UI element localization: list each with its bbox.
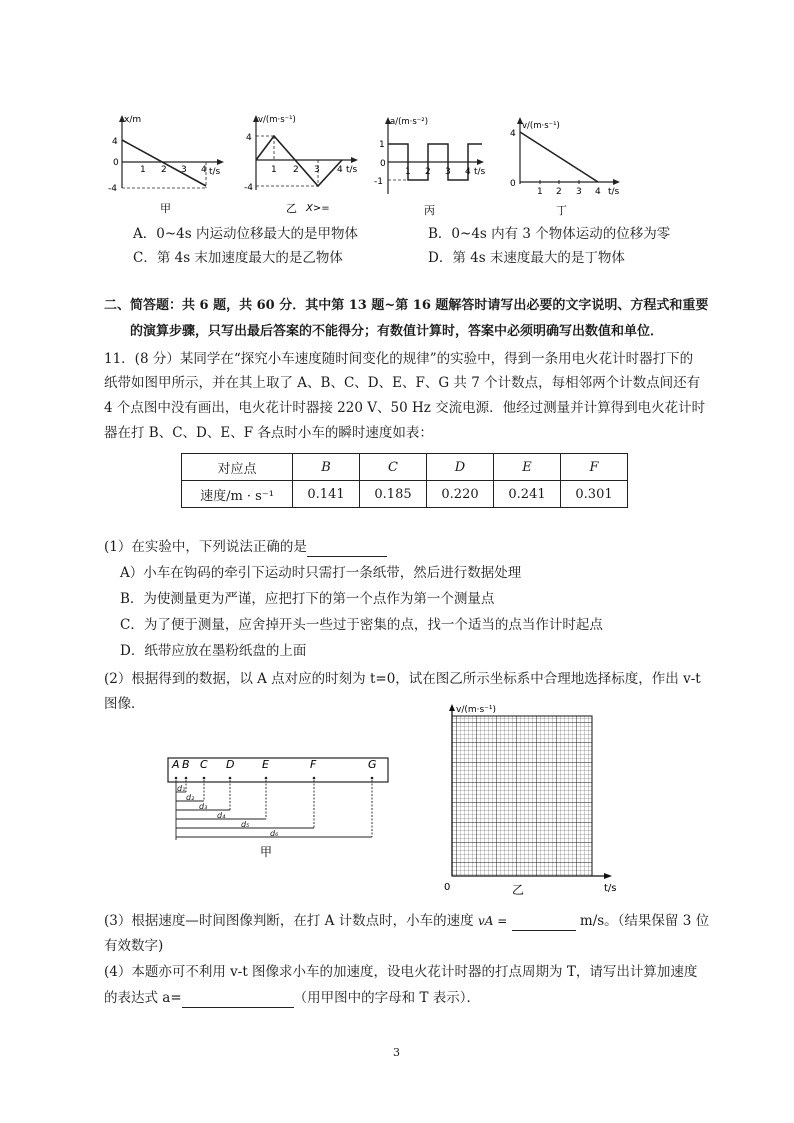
g4-tick-x-4: 4 — [595, 187, 601, 197]
g4-caption: 丁 — [556, 204, 567, 217]
q11-p3-post: m/s。（结果保留 3 位 — [579, 913, 710, 929]
g3-tick-x-3: 3 — [445, 167, 451, 177]
option-d[interactable]: D．第 4s 末速度最大的是丁物体 — [428, 250, 625, 266]
velocity-table — [181, 453, 628, 508]
table-cell: C — [360, 454, 427, 481]
section2-line2: 的演算步骤，只写出最后答案的不能得分；有数值计算时，答案中必须明确写出数值和单位． — [130, 324, 664, 339]
table-cell: F — [561, 454, 628, 481]
g3-ylabel: a/(m·s⁻²) — [390, 117, 429, 127]
tape-point-a: A — [172, 758, 180, 771]
g1-tick-x-3: 3 — [181, 165, 187, 175]
q11-p1-option-c[interactable]: C．为了便于测量，应舍掉开头一些过于密集的点，找一个适当的点当作计时起点 — [120, 617, 603, 633]
tape-dot — [175, 777, 178, 780]
q11-line1: 11．(8 分）某同学在“探究小车速度随时间变化的规律”的实验中，得到一条用电火花计时器打下的 — [104, 351, 694, 367]
table-cell: E — [494, 454, 561, 481]
tape-point-d: D — [226, 758, 235, 771]
tape-point-g: G — [368, 758, 377, 771]
q11-line2: 纸带如图甲所示，并在其上取了 A、B、C、D、E、F、G 共 7 个计数点，每相邻两个计数点间还有 — [104, 375, 701, 391]
g2-xlabel: t/s — [346, 165, 358, 175]
g3-caption: 丙 — [424, 204, 435, 217]
g2-tick-x-3: 3 — [314, 165, 320, 175]
dimension-label: d₅ — [241, 820, 250, 829]
graph-jia — [108, 110, 228, 220]
page-number: 3 — [393, 1046, 400, 1059]
paper-tape-figure — [162, 752, 394, 862]
q11-p1-option-b[interactable]: B．为使测量更为严谨，应把打下的第一个点作为第一个测量点 — [120, 591, 495, 607]
table-cell: 0.185 — [360, 481, 427, 508]
g4-ylabel: v/(m·s⁻¹) — [522, 121, 560, 131]
grid-caption: 乙 — [512, 883, 525, 897]
g3-tick-y-bottom: -1 — [374, 177, 383, 187]
table-cell: 0.220 — [427, 481, 494, 508]
option-a[interactable]: A．0~4s 内运动位移最大的是甲物体 — [133, 226, 358, 242]
g4-tick-x-3: 3 — [576, 187, 582, 197]
q11-p4-post: （用甲图中的字母和 T 表示）． — [293, 990, 480, 1006]
table-cell: 对应点 — [182, 454, 293, 481]
g3-origin: 0 — [380, 159, 386, 169]
q11-p4-answer-blank[interactable] — [182, 991, 294, 1008]
section2-line1: 二、简答题：共 6 题，共 60 分．其中第 13 题~第 16 题解答时请写出必要的文字说明、方程式和重要 — [104, 298, 709, 313]
q11-p1-stem — [104, 537, 387, 557]
q11-p4-line2 — [104, 988, 480, 1008]
g4-xlabel: t/s — [608, 187, 620, 197]
dimension-label: d₃ — [199, 802, 208, 811]
g4-origin: 0 — [510, 179, 516, 189]
g2-tick-y-top: 4 — [246, 133, 252, 143]
g2-tick-y-bottom: -4 — [244, 183, 253, 193]
tape-caption: 甲 — [260, 845, 273, 859]
table-header-row — [182, 454, 628, 481]
vt-grid-figure[interactable] — [436, 702, 626, 898]
tape-dot — [203, 777, 206, 780]
g1-tick-x-1: 1 — [140, 165, 146, 175]
q11-p1-option-d[interactable]: D．纸带应放在墨粉纸盘的上面 — [120, 643, 307, 659]
q11-p3-line2: 有效数字) — [104, 938, 164, 954]
g3-tick-x-4: 4 — [465, 167, 471, 177]
q11-line3: 4 个点图中没有画出，电火花计时器接 220 V、50 Hz 交流电源．他经过测量并计算得到电火花计时 — [104, 400, 706, 416]
dimension-label: d₂ — [186, 793, 195, 802]
tape-point-c: C — [200, 758, 208, 771]
g2-caption: 乙 — [286, 202, 297, 215]
g3-tick-x-1: 1 — [405, 167, 411, 177]
g2-scribble: X>= — [306, 203, 330, 214]
g2-tick-x-4: 4 — [337, 165, 343, 175]
table-cell: 速度/m · s⁻¹ — [182, 481, 293, 508]
g1-origin: 0 — [113, 158, 119, 168]
q11-line4: 器在打 B、C、D、E、F 各点时小车的瞬时速度如表： — [104, 425, 433, 441]
q11-p2-line2: 图像． — [104, 696, 145, 712]
dimension-label: d₄ — [217, 811, 226, 820]
g1-tick-x-2: 2 — [161, 165, 167, 175]
table-cell: 0.141 — [293, 481, 360, 508]
q11-p3-pre: (3）根据速度—时间图像判断，在打 A 计数点时，小车的速度 — [104, 913, 474, 929]
g2-ylabel: v/(m·s⁻¹) — [258, 115, 296, 125]
table-row — [182, 481, 628, 508]
g1-tick-x-4: 4 — [201, 165, 207, 175]
option-c[interactable]: C．第 4s 末加速度最大的是乙物体 — [133, 250, 343, 266]
g4-tick-x-1: 1 — [537, 187, 543, 197]
tape-dot — [371, 777, 374, 780]
grid-xlabel: t/s — [604, 883, 617, 894]
g3-tick-x-2: 2 — [425, 167, 431, 177]
g1-xlabel: t/s — [209, 167, 221, 177]
g1-tick-y-bottom: -4 — [108, 184, 117, 194]
g1-tick-y-top: 4 — [112, 137, 118, 147]
g2-tick-x-2: 2 — [293, 165, 299, 175]
table-cell: 0.301 — [561, 481, 628, 508]
tape-dot — [229, 777, 232, 780]
g4-tick-x-2: 2 — [556, 187, 562, 197]
graph-bing — [370, 112, 494, 222]
g3-xlabel: t/s — [474, 167, 486, 177]
q11-p1-answer-blank[interactable] — [307, 540, 387, 557]
q11-p3-answer-blank[interactable] — [512, 914, 576, 931]
q11-p1-stem-text: (1）在实验中，下列说法正确的是 — [104, 539, 307, 555]
graph-ding — [504, 114, 628, 222]
g2-tick-x-1: 1 — [271, 165, 277, 175]
tape-dot — [185, 777, 188, 780]
q11-p4-pre: 的表达式 a= — [104, 990, 182, 1006]
g1-caption: 甲 — [160, 202, 171, 215]
tape-dot — [313, 777, 316, 780]
g1-ylabel: x/m — [124, 115, 142, 125]
grid-origin: 0 — [444, 882, 451, 893]
q11-p3-symbol: vA = — [477, 914, 508, 928]
g4-tick-y-top: 4 — [510, 129, 516, 139]
grid-ylabel: v/(m·s⁻¹) — [456, 705, 497, 715]
table-cell: 0.241 — [494, 481, 561, 508]
q11-p2-line1: (2）根据得到的数据，以 A 点对应的时刻为 t=0，试在图乙所示坐标系中合理地选择标度，作出 v-t — [104, 671, 701, 687]
table-cell: B — [293, 454, 360, 481]
q11-p4-line1: (4）本题亦可不利用 v-t 图像求小车的加速度，设电火花计时器的打点周期为 T，请写出计算加速度 — [104, 964, 698, 980]
tape-point-e: E — [262, 758, 269, 771]
option-b[interactable]: B．0~4s 内有 3 个物体运动的位移为零 — [428, 226, 671, 242]
tape-dot — [265, 777, 268, 780]
graph-yi — [244, 110, 366, 220]
tape-point-f: F — [310, 758, 317, 771]
q11-p1-option-a[interactable]: A）小车在钩码的牵引下运动时只需打一条纸带，然后进行数据处理 — [120, 565, 522, 581]
dimension-label: d₁ — [177, 784, 186, 793]
table-cell: D — [427, 454, 494, 481]
q11-p3-line1 — [104, 911, 709, 931]
dimension-label: d₆ — [270, 829, 279, 838]
tape-point-b: B — [182, 758, 190, 771]
g3-tick-y-top: 1 — [379, 140, 385, 150]
